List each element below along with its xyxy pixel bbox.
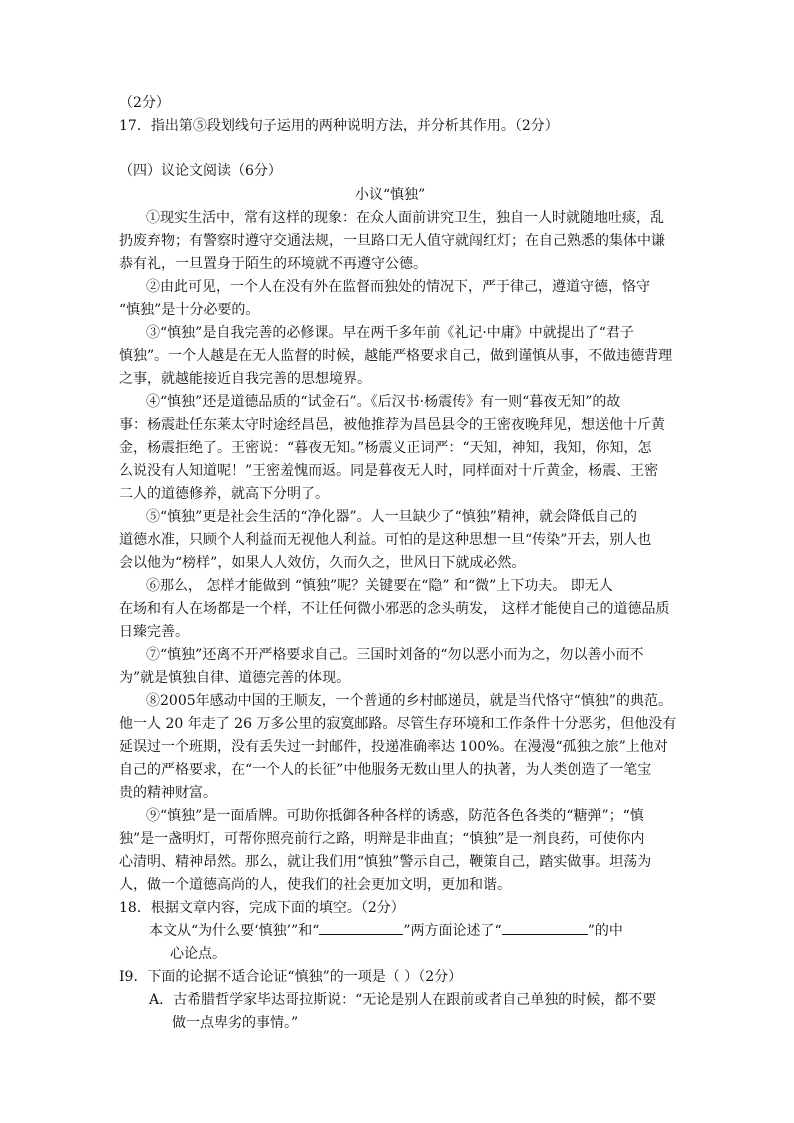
question-19: I9．下面的论据不适合论证“慎独”的一项是（ ）（2分） [119, 969, 463, 985]
q16-score: （2分） [119, 95, 170, 111]
paragraph-line: 恭有礼，一旦置身于陌生的环境就不再遵守公德。 [119, 256, 427, 272]
paragraph-line: 独”是一盏明灯，可帮你照亮前行之路，明辩是非曲直；“慎独”是一剂良药，可使你内 [119, 831, 645, 847]
answer-blank-1[interactable] [319, 920, 403, 935]
paragraph-line: “慎独”是十分必要的。 [119, 302, 260, 318]
paragraph-line: 扔废弃物；有警察时遵守交通法规，一旦路口无人值守就闯红灯；在自己熟悉的集体中谦 [119, 233, 665, 249]
option-a-line2: 做一点卑劣的事情。” [172, 1015, 299, 1031]
paragraph-line: 慎独”。一个人越是在无人监督的时候，越能严格要求自己，做到谨慎从事，不做违德背理 [119, 348, 673, 364]
paragraph-line: 自己的严格要求，在“一个人的长征”中他服务无数山里人的执著，为人类创造了一笔宝 [119, 762, 652, 778]
paragraph-line: ①现实生活中，常有这样的现象：在众人面前讲究卫生，独自一人时就随地吐痰，乱 [146, 210, 664, 226]
paragraph-line: 心清明、精神昂然。那么，就让我们用“慎独”警示自己，鞭策自己，踏实做事。坦荡为 [119, 854, 652, 870]
q18-text-part3: ”的中 [587, 923, 623, 939]
paragraph-line: ⑦“慎独”还离不开严格要求自己。三国时刘备的“勿以恶小而为之，勿以善小而不 [146, 647, 644, 663]
paragraph-line: 人，做一个道德高尚的人，使我们的社会更加文明，更加和谐。 [119, 877, 511, 893]
paragraph-line: 么说没有人知道呢！”王密羞愧而返。同是暮夜无人时，同样面对十斤黄金，杨震、王密 [119, 463, 659, 479]
paragraph-line: 他一人 20 年走了 26 万多公里的寂寞邮路。尽管生存环境和工作条件十分恶劣，但他没有 [119, 716, 677, 732]
paragraph-line: 二人的道德修养，就高下分明了。 [119, 486, 329, 502]
paragraph-line: ⑧2005年感动中国的王顺友，一个普通的乡村邮递员，就是当代恪守“慎独”的典范。 [146, 693, 672, 709]
paragraph-line: 之事，就越能接近自我完善的思想境界。 [119, 371, 371, 387]
q18-text-part2: ”两方面论述了“ [403, 923, 502, 939]
paragraph-line: 为”就是慎独自律、道德完善的体现。 [119, 670, 351, 686]
answer-blank-2[interactable] [502, 920, 588, 935]
question-18: 18．根据文章内容，完成下面的填空。（2分） [119, 900, 405, 916]
paragraph-line: ⑨“慎独”是一面盾牌。可助你抵御各种各样的诱惑，防范各色各类的“糖弹”；“慎 [146, 808, 644, 824]
question-17: 17．指出第⑤段划线句子运用的两种说明方法，并分析其作用。（2分） [119, 118, 559, 134]
question-18-fill-line [149, 920, 623, 942]
section-heading: （四）议论文阅读（6分） [119, 163, 282, 179]
paragraph-line: 贵的精神财富。 [119, 785, 217, 801]
paragraph-line: 在场和有人在场都是一个样，不让任何微小邪恶的念头萌发， 这样才能使自己的道德品质 [119, 601, 670, 617]
paragraph-line: 道德水准，只顾个人利益而无视他人利益。可怕的是这种思想一旦“传染”开去，别人也 [119, 532, 652, 548]
paragraph-line: 日臻完善。 [119, 624, 189, 640]
paragraph-line: 事：杨震赴任东莱太守时途经昌邑，被他推荐为昌邑县令的王密夜晚拜见，想送他十斤黄 [119, 417, 665, 433]
paragraph-line: 金，杨震拒绝了。王密说：“暮夜无知。”杨震义正词严：“天知，神知，我知，你知，怎 [119, 440, 652, 456]
paragraph-line: ⑥那么， 怎样才能做到 “慎独”呢？关键要在“隐” 和“微”上下功夫。 即无人 [146, 578, 613, 594]
option-a-line1: A．古希腊哲学家毕达哥拉斯说：“无论是别人在跟前或者自己单独的时候，都不要 [149, 992, 657, 1008]
paragraph-line: ③“慎独”是自我完善的必修课。早在两千多年前《礼记·中庸》中就提出了“君子 [146, 325, 634, 341]
paragraph-line: 会以他为“榜样”，如果人人效仿，久而久之，世风日下就成必然。 [119, 555, 526, 571]
paragraph-line: ④“慎独”还是道德品质的“试金石”。《后汉书·杨震传》有一则“暮夜无知”的故 [146, 394, 621, 410]
paragraph-line: 延误过一个班期，没有丢失过一封邮件，投递准确率达 100%。在漫漫“孤独之旅”上他对 [119, 739, 668, 755]
article-title: 小议“慎独” [355, 187, 426, 203]
paragraph-line: ⑤“慎独”更是社会生活的“净化器”。人一旦缺少了“慎独”精神，就会降低自己的 [146, 509, 637, 525]
paragraph-line: ②由此可见，一个人在没有外在监督而独处的情况下，严于律己，遵道守德，恪守 [146, 279, 650, 295]
question-18-tail: 心论点。 [170, 946, 226, 962]
q18-text-part1: 本文从“为什么要‘慎独’”和“ [149, 923, 320, 939]
